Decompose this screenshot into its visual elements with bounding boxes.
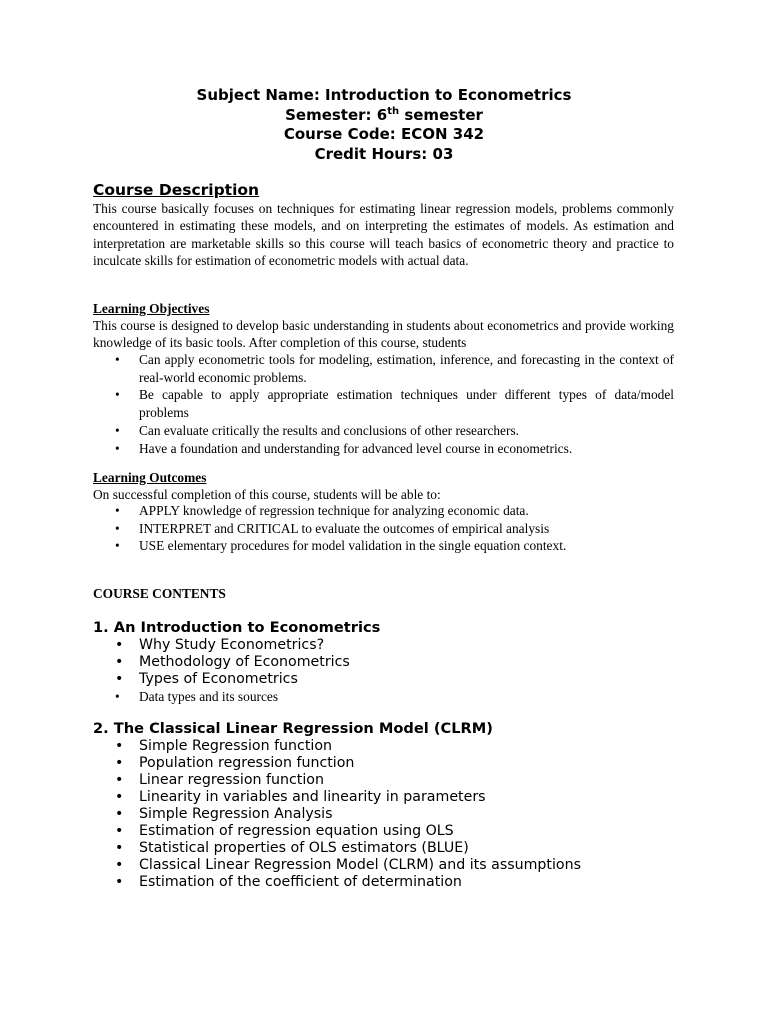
bullet-icon: • [115,671,124,687]
list-item: • Types of Econometrics [115,671,298,687]
bullet-icon: • [115,738,124,754]
list-item: • Be capable to apply appropriate estimation techniques under different types of data/model problems [115,387,674,421]
list-item: • USE elementary procedures for model validation in the single equation context. [115,538,567,554]
list-item: • Population regression function [115,755,355,771]
course-code: Course Code: ECON 342 [283,125,485,143]
bullet-icon: • [115,387,120,403]
bullet-icon: • [115,352,120,367]
bullet-icon: • [115,637,124,653]
learning-outcomes-intro: On successful completion of this course, students will be able to: [93,487,441,502]
section-1-title: 1. An Introduction to Econometrics [93,619,381,636]
bullet-icon: • [115,689,120,704]
section-2-title: 2. The Classical Linear Regression Model (CLRM) [93,720,493,737]
bullet-icon: • [115,874,124,890]
list-item: • Estimation of regression equation using OLS [115,823,454,839]
list-item: • Statistical properties of OLS estimators (BLUE) [115,840,469,856]
bullet-icon: • [115,806,124,822]
list-item: • Can apply econometric tools for modeling, estimation, inference, and forecasting in the context of real-world economic problems. [115,352,674,385]
bullet-icon: • [115,772,124,788]
bullet-icon: • [115,823,124,839]
list-item: • Methodology of Econometrics [115,654,350,670]
list-item: • Estimation of the coefficient of determination [115,874,462,890]
bullet-icon: • [115,755,124,771]
list-item: • Data types and its sources [115,689,279,704]
bullet-icon: • [115,857,124,873]
list-item: • Simple Regression function [115,738,333,754]
semester: Semester: 6th semester [285,105,483,124]
list-item: • Linear regression function [115,772,324,788]
list-item: • Linearity in variables and linearity in parameters [115,789,486,805]
credit-hours: Credit Hours: 03 [314,144,454,163]
list-item: • Classical Linear Regression Model (CLRM) and its assumptions [115,857,581,873]
subject-name: Subject Name: Introduction to Econometrics [196,86,572,104]
course-description-text: This course basically focuses on techniques for estimating linear regression models, problems commonly encountered in estimating these models, and on interpreting the estimates of models. As estimation and interpretation are marketable skills so this course will teach basics of econometric theory and practice to inculcate skills for estimation of econometric models with actual data. [93,201,674,268]
bullet-icon: • [115,422,120,438]
list-item: • Simple Regression Analysis [115,806,333,822]
learning-objectives-list [93,351,674,457]
bullet-icon: • [115,840,124,856]
bullet-icon: • [115,654,124,670]
bullet-icon: • [115,440,120,456]
semester-superscript: th [387,105,400,117]
bullet-icon: • [115,538,120,554]
course-description-heading: Course Description [93,181,260,199]
learning-outcomes-list [93,502,674,555]
bullet-icon: • [115,503,120,518]
list-item: • INTERPRET and CRITICAL to evaluate the outcomes of empirical analysis [115,520,550,536]
course-header [0,86,768,164]
learning-objectives-heading: Learning Objectives [93,301,210,316]
list-item: • Have a foundation and understanding for advanced level course in econometrics. [115,440,573,456]
list-item: • APPLY knowledge of regression technique for analyzing economic data. [115,503,529,518]
list-item: • Can evaluate critically the results and conclusions of other researchers. [115,422,519,438]
bullet-icon: • [115,789,124,805]
section-1-list [93,637,674,706]
section-2-list [93,738,674,891]
learning-outcomes-heading: Learning Outcomes [93,470,207,485]
bullet-icon: • [115,520,120,536]
list-item: • Why Study Econometrics? [115,637,325,653]
course-contents-heading: COURSE CONTENTS [93,586,226,601]
learning-objectives-intro: This course is designed to develop basic understanding in students about econometrics and provide working knowledge of its basic tools. After completion of this course, students [93,318,674,351]
